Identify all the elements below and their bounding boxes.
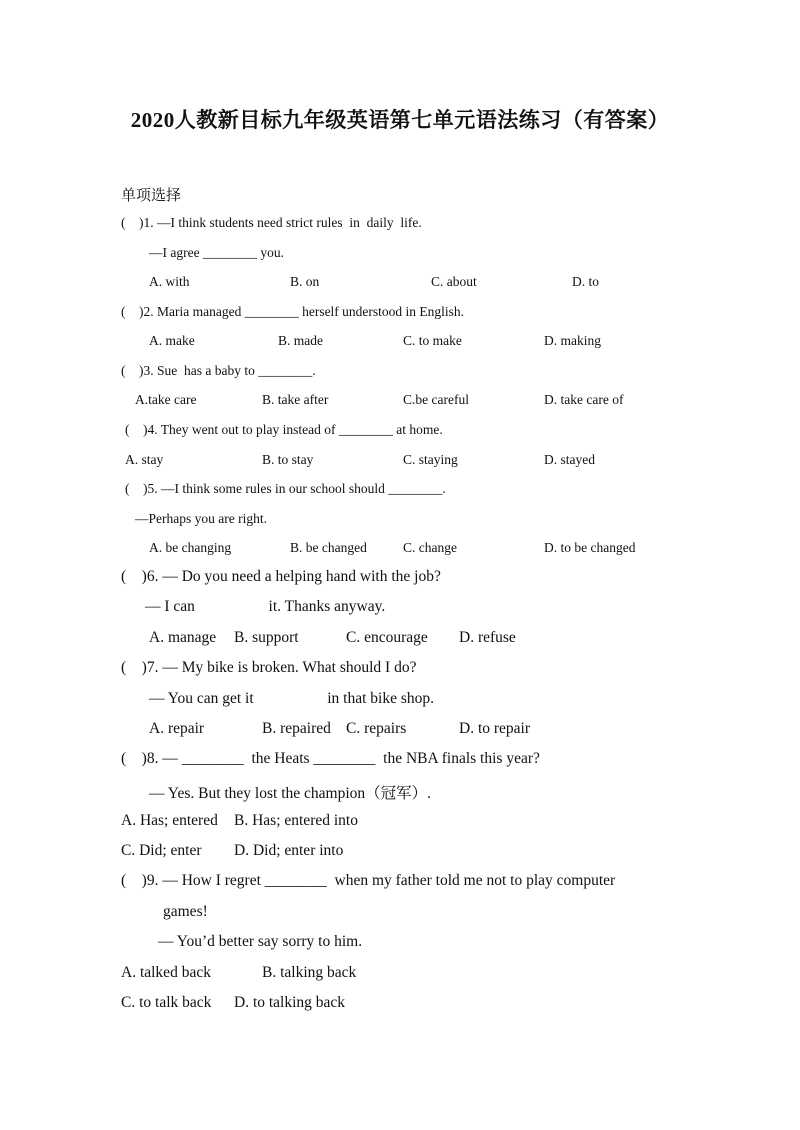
question-6-option-d: D. refuse bbox=[459, 629, 516, 646]
question-6-option-a: A. manage bbox=[149, 629, 217, 646]
question-1-option-d: D. to bbox=[572, 274, 599, 289]
question-7-option-b: B. repaired bbox=[262, 720, 331, 737]
question-4-option-a: A. stay bbox=[125, 452, 164, 467]
question-2-option-d: D. making bbox=[544, 333, 601, 348]
question-8-stem: ( )8. — ________ the Heats ________ the NBA finals this year? bbox=[121, 750, 540, 767]
question-9-stem: ( )9. — How I regret ________ when my father told me not to play computer bbox=[121, 872, 616, 889]
question-3-option-a: A.take care bbox=[135, 392, 197, 407]
question-3-option-d: D. take care of bbox=[544, 392, 624, 407]
question-1-option-a: A. with bbox=[149, 274, 190, 289]
question-6-line-2: — I can it. Thanks anyway. bbox=[145, 598, 386, 615]
question-5-stem: ( )5. —I think some rules in our school should ________. bbox=[125, 481, 446, 496]
question-2-stem: ( )2. Maria managed ________ herself understood in English. bbox=[121, 304, 465, 319]
question-1-stem: ( )1. —I think students need strict rules in daily life. bbox=[121, 215, 422, 230]
question-7-option-d: D. to repair bbox=[459, 720, 531, 737]
question-1-line-2: —I agree ________ you. bbox=[149, 245, 284, 260]
question-6-option-c: C. encourage bbox=[346, 629, 428, 646]
question-7-option-a: A. repair bbox=[149, 720, 205, 737]
page-title: 2020人教新目标九年级英语第七单元语法练习（有答案） bbox=[130, 108, 670, 132]
question-6-option-b: B. support bbox=[234, 629, 299, 646]
question-5-option-b: B. be changed bbox=[290, 540, 367, 555]
question-4-option-c: C. staying bbox=[403, 452, 458, 467]
question-5-option-a: A. be changing bbox=[149, 540, 232, 555]
question-9-option-b: B. talking back bbox=[262, 964, 357, 981]
question-9-option-c: C. to talk back bbox=[121, 994, 212, 1011]
question-7-line-2: — You can get it in that bike shop. bbox=[149, 690, 435, 707]
question-9-line-2: games! bbox=[163, 903, 208, 920]
question-4-option-d: D. stayed bbox=[544, 452, 595, 467]
question-8-option-a: A. Has; entered bbox=[121, 812, 218, 829]
question-5-line-2: —Perhaps you are right. bbox=[135, 511, 267, 526]
question-5-option-d: D. to be changed bbox=[544, 540, 636, 555]
question-4-option-b: B. to stay bbox=[262, 452, 314, 467]
question-7-stem: ( )7. — My bike is broken. What should I do? bbox=[121, 659, 417, 676]
question-1-option-b: B. on bbox=[290, 274, 320, 289]
question-9-option-a: A. talked back bbox=[121, 964, 211, 981]
section-heading: 单项选择 bbox=[121, 188, 182, 204]
question-2-option-a: A. make bbox=[149, 333, 195, 348]
question-9-line-3: — You’d better say sorry to him. bbox=[158, 933, 363, 950]
question-8-option-b: B. Has; entered into bbox=[234, 812, 358, 829]
question-9-option-d: D. to talking back bbox=[234, 994, 346, 1011]
question-8-option-c: C. Did; enter bbox=[121, 842, 202, 859]
question-2-option-b: B. made bbox=[278, 333, 323, 348]
question-8-line-2: — Yes. But they lost the champion（冠军）. bbox=[149, 785, 432, 802]
question-4-stem: ( )4. They went out to play instead of ________ at home. bbox=[125, 422, 443, 437]
question-7-option-c: C. repairs bbox=[346, 720, 407, 737]
question-6-stem: ( )6. — Do you need a helping hand with the job? bbox=[121, 568, 441, 585]
question-2-option-c: C. to make bbox=[403, 333, 462, 348]
question-3-option-c: C.be careful bbox=[403, 392, 469, 407]
question-3-stem: ( )3. Sue has a baby to ________. bbox=[121, 363, 316, 378]
question-5-option-c: C. change bbox=[403, 540, 457, 555]
question-8-option-d: D. Did; enter into bbox=[234, 842, 344, 859]
question-1-option-c: C. about bbox=[431, 274, 477, 289]
question-3-option-b: B. take after bbox=[262, 392, 329, 407]
